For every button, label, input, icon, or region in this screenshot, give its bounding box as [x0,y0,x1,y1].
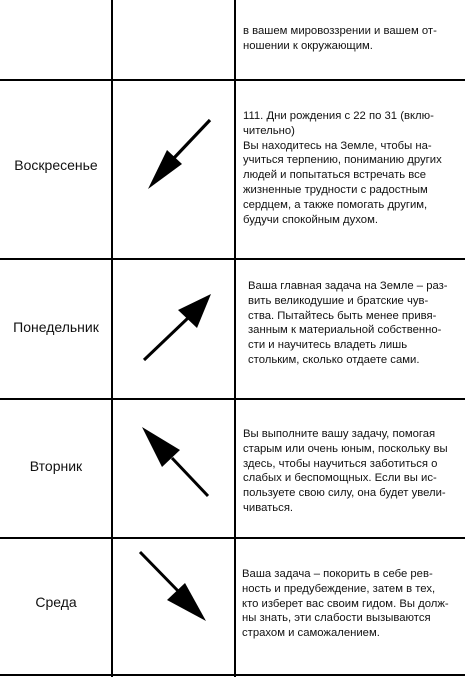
arrow-down-left-icon [114,81,234,258]
row-divider [0,674,465,676]
description-text: в вашем мировоззрении и вашем от- ношении к окружающим. [243,25,437,52]
description-text: 111. Дни рождения с 22 по 31 (вклю- чительно) Вы находитесь на Земле, чтобы на- учиться терпению, пониманию других людей и попытаться встречать все жизненные трудности с радостным сердцем, а также помогать другим, будучи спокойным духом. [243,110,442,226]
arrow-up-left-icon [114,400,234,537]
table-row [0,0,465,79]
day-label: Среда [35,593,77,610]
day-label: Понедельник [13,319,99,335]
table-row [0,400,465,537]
description-text: Ваша главная задача на Земле – раз- вить великодушие и братские чув- ства. Пытайтесь быть менее привя- занным к материальной собственно- сти и научитесь владеть лишь стольким, сколько отдаете сами. [248,280,448,366]
description-text: Вы выполните вашу задачу, помогая старым или очень юным, поскольку вы здесь, чтобы научиться заботиться о слабых и беспомощных. Если вы ис- пользуете свою силу, она будет увели- чиваться. [243,428,448,514]
table-row [0,81,465,258]
table-row [0,539,465,674]
table-row [0,260,465,398]
day-label: Вторник [29,458,83,474]
arrow-down-right-icon [114,539,234,674]
day-label: Воскресенье [14,157,98,173]
description-text: Ваша задача – покорить в себе рев- ность и предубеждение, затем в тех, кто изберет вас своим гидом. Вы долж- ны знать, эти слабости вызываются страхом и саможалением. [242,568,449,640]
day-label [0,0,112,79]
arrow-up-right-icon [114,260,234,398]
